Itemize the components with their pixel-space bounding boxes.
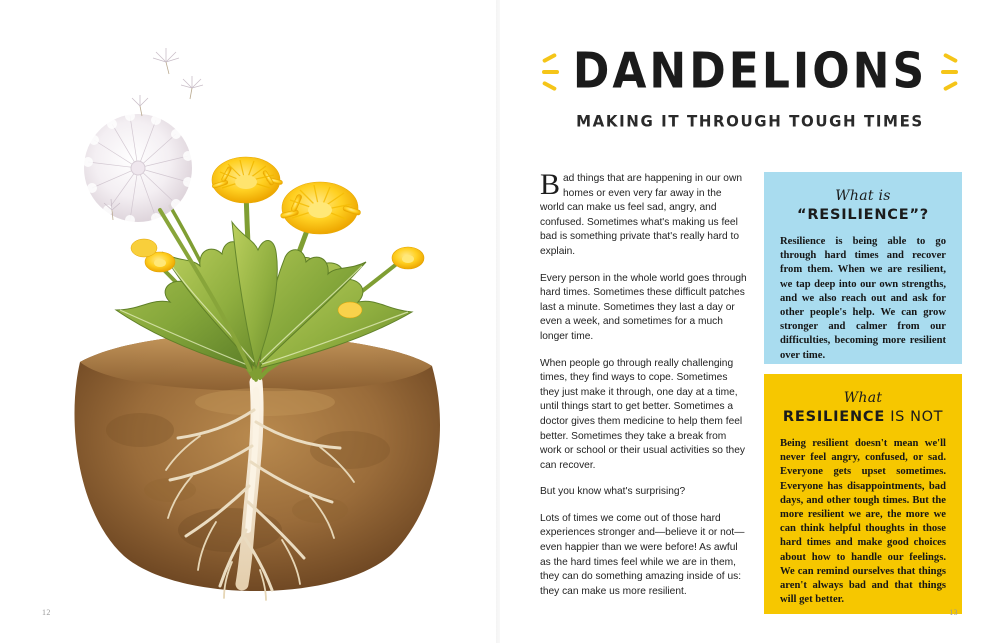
sidebar-resilience-definition xyxy=(764,172,962,364)
body-text-column xyxy=(540,168,748,614)
chapter-title-block xyxy=(500,42,1000,131)
sidebar-heading-strong: RESILIENCE xyxy=(782,409,886,425)
sidebar-resilience-is-not xyxy=(764,374,962,614)
body-paragraph: But you know what's surprising? xyxy=(540,486,686,498)
sidebar-heading-line2: “RESILIENCE”? xyxy=(796,207,929,223)
right-page-number: 13 xyxy=(949,608,958,617)
right-page xyxy=(500,0,1000,643)
body-paragraph: Every person in the whole world goes through hard times. Sometimes these difficult patches last a minute. Sometimes they last a day or even a week, and sometimes for a much longer time. xyxy=(540,272,747,342)
left-page-number: 12 xyxy=(42,608,51,617)
drop-cap: B xyxy=(540,168,561,201)
sidebar-column xyxy=(764,172,962,614)
sparkle-right-icon xyxy=(941,48,971,96)
body-paragraph xyxy=(540,168,748,260)
sidebar-heading-line1: What is xyxy=(835,188,891,204)
sidebar-heading xyxy=(780,390,946,425)
sidebar-body-text: Being resilient doesn't mean we'll never feel angry, confused, or sad. Everyone gets upset sometimes. Everyone has disappointments, bad days, and other tough times. But the more resilient we are, the more we can think helpful thoughts in those hard times and make good choices about how to handle our feelings. We can remind ourselves that things aren't always bad and that things will get better. xyxy=(780,438,946,606)
body-paragraph: Lots of times we come out of those hard experiences stronger and—believe it or not—even happier than we were before! As awful as the hard times feel while we are in them, they can do something amazing inside of us: they can make us more resilient. xyxy=(540,512,745,597)
chapter-title: DANDELIONS xyxy=(572,42,928,100)
sidebar-heading-line2 xyxy=(780,409,946,425)
sidebar-heading xyxy=(780,188,946,223)
sidebar-body-text: Resilience is being able to go through hard times and recover from them. When we are resilient, we tap deep into our own strengths, and we also reach out and ask for other people's help. We can grow stronger and calmer from our difficulties, becoming more resilient over time. xyxy=(780,236,946,361)
sparkle-left-icon xyxy=(529,48,559,96)
sidebar-heading-light: IS NOT xyxy=(885,409,944,425)
sidebar-heading-line1: What xyxy=(843,390,883,406)
content-columns xyxy=(540,168,962,614)
body-paragraph-text: ad things that are happening in our own homes or even very far away in the world can make us feel sad, angry, and confused. Sometimes what's making us feel bad is something private that's really hard to explain. xyxy=(540,173,742,257)
title-row xyxy=(500,42,1000,100)
body-paragraph: When people go through really challenging times, they find ways to cope. Sometimes they just make it through, one day at a time, until things start to get better. Sometimes a doctor gives them medicine to help them feel better. Sometimes they take a break from work or school or their usual activities so they can recover. xyxy=(540,357,745,471)
chapter-subtitle: MAKING IT THROUGH TOUGH TIMES xyxy=(576,111,924,131)
dandelion-plant-with-roots-illustration xyxy=(20,10,490,610)
